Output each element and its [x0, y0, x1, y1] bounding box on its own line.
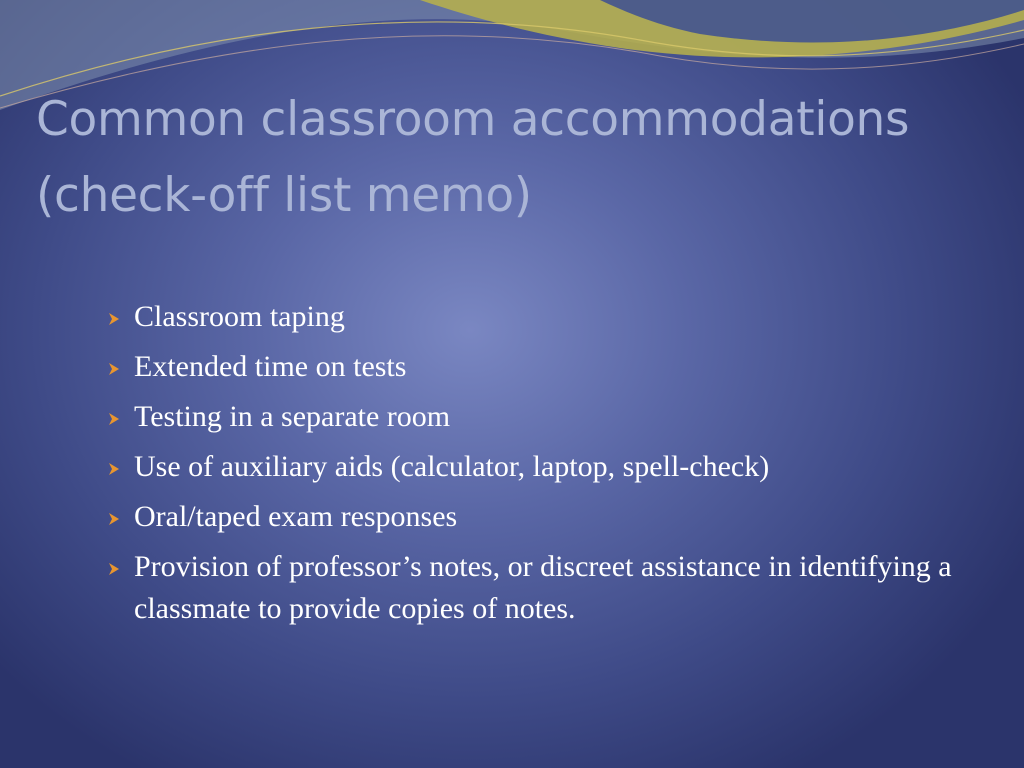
bullet-text: Testing in a separate room — [134, 400, 451, 433]
bullet-text: Classroom taping — [134, 300, 345, 333]
slide-title — [36, 82, 1016, 234]
bullet-text: Extended time on tests — [134, 350, 407, 383]
arrow-bullet-icon — [106, 361, 122, 377]
list-item — [106, 496, 966, 538]
bullet-text: Use of auxiliary aids (calculator, laptop, spell-check) — [134, 450, 770, 483]
bullet-text: Oral/taped exam responses — [134, 500, 458, 533]
title-line-1: Common classroom accommodations — [36, 92, 910, 147]
arrow-bullet-icon — [106, 311, 122, 327]
list-item — [106, 296, 966, 338]
bullet-text: Provision of professor’s notes, or discreet assistance in identifying a classmate to provide copies of notes. — [134, 550, 952, 625]
bullet-list — [106, 296, 966, 638]
list-item — [106, 346, 966, 388]
arrow-bullet-icon — [106, 511, 122, 527]
list-item — [106, 396, 966, 438]
arrow-bullet-icon — [106, 461, 122, 477]
title-line-2: (check-off list memo) — [36, 168, 532, 223]
arrow-bullet-icon — [106, 561, 122, 577]
list-item — [106, 446, 966, 488]
list-item — [106, 546, 966, 630]
arrow-bullet-icon — [106, 411, 122, 427]
